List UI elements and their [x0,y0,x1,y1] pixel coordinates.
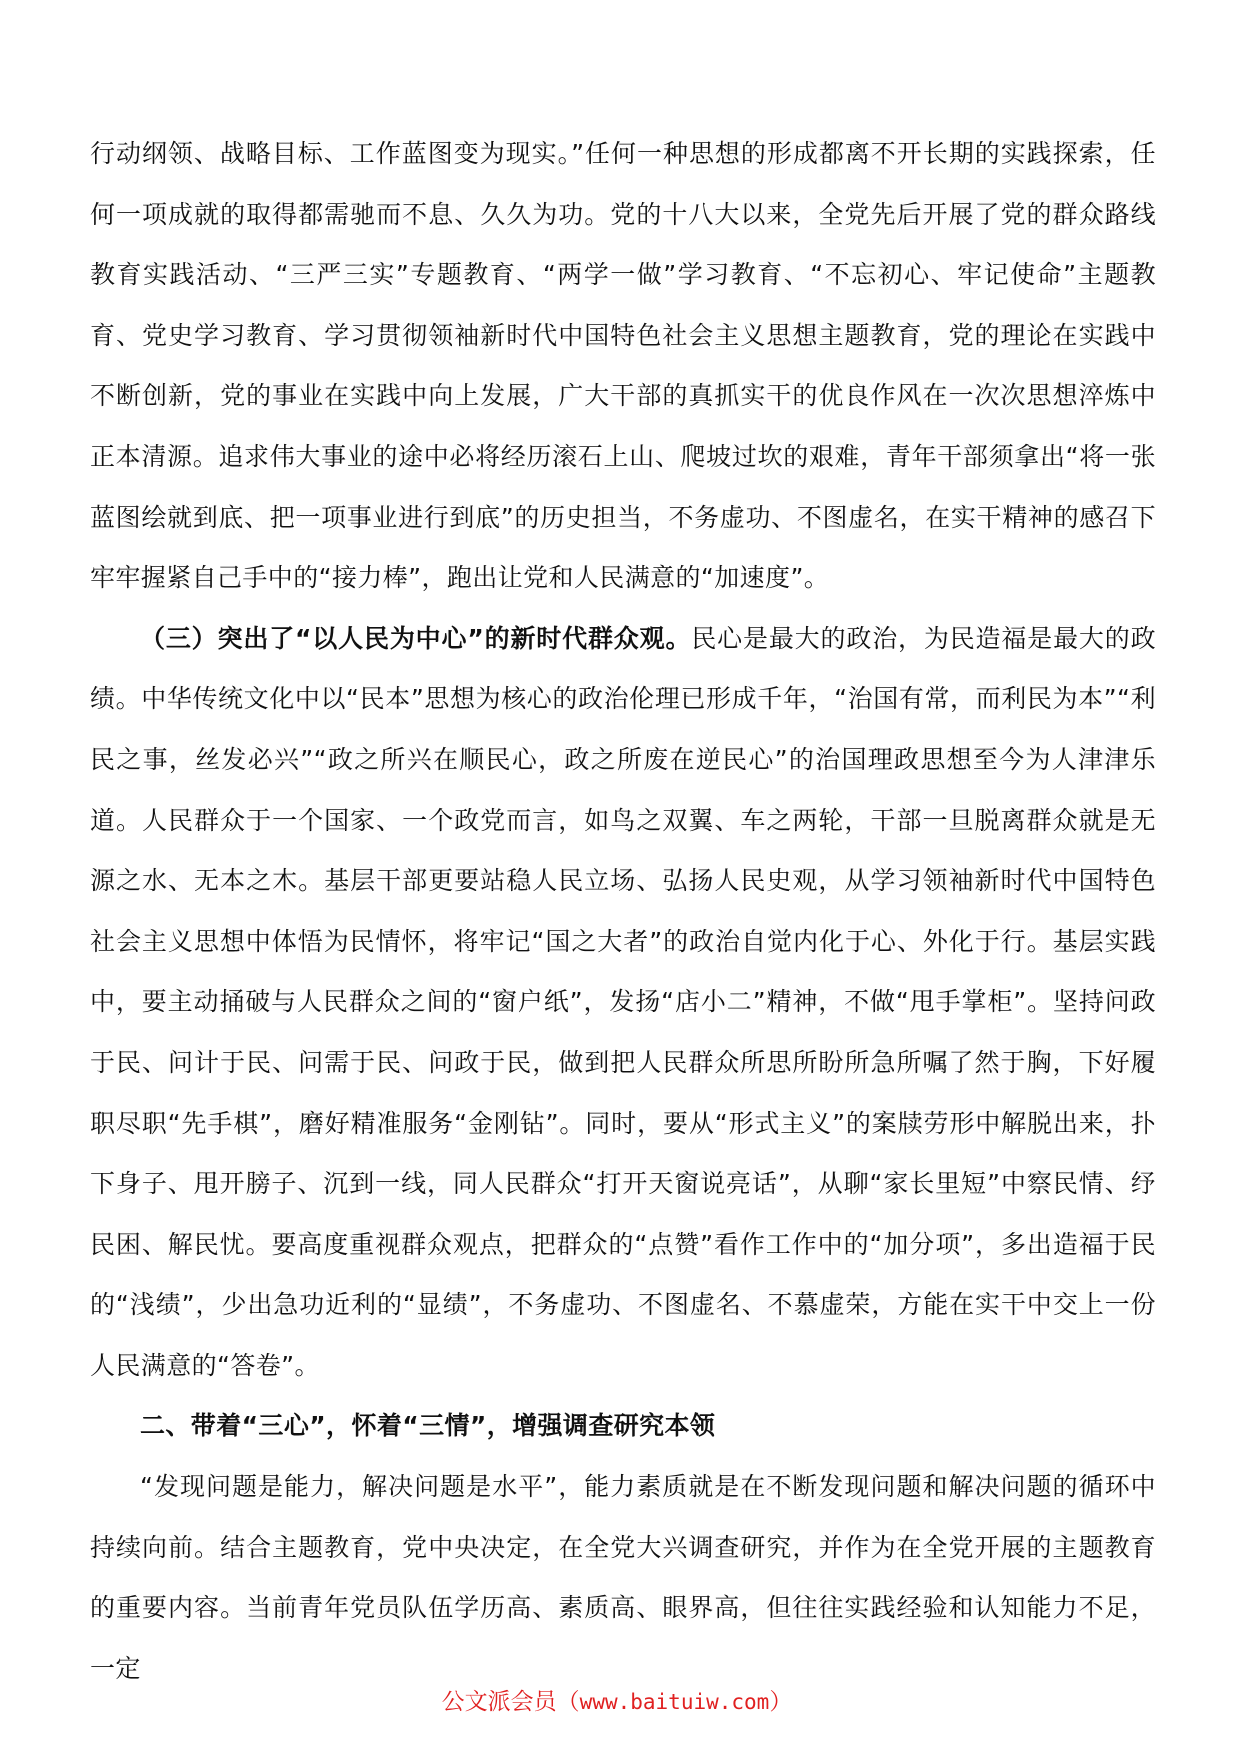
footer-url-link[interactable]: www.baituiw.com [579,1690,770,1714]
section-heading-two: 二、带着“三心”，怀着“三情”，增强调查研究本领 [140,1411,716,1441]
footer-watermark [0,1683,1234,1716]
paragraph-continuation: 行动纲领、战略目标、工作蓝图变为现实。”任何一种思想的形成都离不开长期的实践探索，任何一项成就的取得都需驰而不息、久久为功。党的十八大以来，全党先后开展了党的群众路线教育实践活动、“三严三实”专题教育、“两学一做”学习教育、“不忘初心、牢记使命”主题教育、党史学习教育、学习贯彻领袖新时代中国特色社会主义思想主题教育，党的理论在实践中不断创新，党的事业在实践中向上发展，广大干部的真抓实干的优良作风在一次次思想淬炼中正本清源。追求伟大事业的途中必将经历滚石上山、爬坡过坎的艰难，青年干部须拿出“将一张蓝图绘就到底、把一项事业进行到底”的历史担当，不务虚功、不图虚名，在实干精神的感召下牢牢握紧自己手中的“接力棒”，跑出让党和人民满意的“加速度”。 [90,139,1156,593]
paragraph-people-centered-text: 民心是最大的政治，为民造福是最大的政绩。中华传统文化中以“民本”思想为核心的政治伦理已形成千年，“治国有常，而利民为本”“利民之事，丝发必兴”“政之所兴在顺民心，政之所废在逆民心”的治国理政思想至今为人津津乐道。人民群众于一个国家、一个政党而言，如鸟之双翼、车之两轮，干部一旦脱离群众就是无源之水、无本之木。基层干部更要站稳人民立场、弘扬人民史观，从学习领袖新时代中国特色社会主义思想中体悟为民情怀，将牢记“国之大者”的政治自觉内化于心、外化于行。基层实践中，要主动捅破与人民群众之间的“窗户纸”，发扬“店小二”精神，不做“甩手掌柜”。坚持问政于民、问计于民、问需于民、问政于民，做到把人民群众所思所盼所急所嘱了然于胸，下好履职尽职“先手棋”，磨好精准服务“金刚钻”。同时，要从“形式主义”的案牍劳形中解脱出来，扑下身子、甩开膀子、沉到一线，同人民群众“打开天窗说亮话”，从聊“家长里短”中察民情、纾民困、解民忧。要高度重视群众观点，把群众的“点赞”看作工作中的“加分项”，多出造福于民的“浅绩”，少出急功近利的“显绩”，不务虚功、不图虚名、不慕虚荣，方能在实干中交上一份人民满意的“答卷”。 [90,623,1156,1380]
footer-paren-close: ） [769,1689,793,1715]
document-body [90,124,1156,1699]
section-lead-heading: （三）突出了“以人民为中心”的新时代群众观。 [140,623,692,653]
footer-paren-open: （ [556,1689,580,1715]
paragraph-research: “发现问题是能力，解决问题是水平”，能力素质就是在不断发现问题和解决问题的循环中持续向前。结合主题教育，党中央决定，在全党大兴调查研究，并作为在全党开展的主题教育的重要内容。当前青年党员队伍学历高、素质高、眼界高，但往往实践经验和认知能力不足，一定 [90,1472,1156,1683]
footer-brand: 公文派会员 [441,1689,557,1715]
paragraph-people-centered [90,609,1156,1397]
